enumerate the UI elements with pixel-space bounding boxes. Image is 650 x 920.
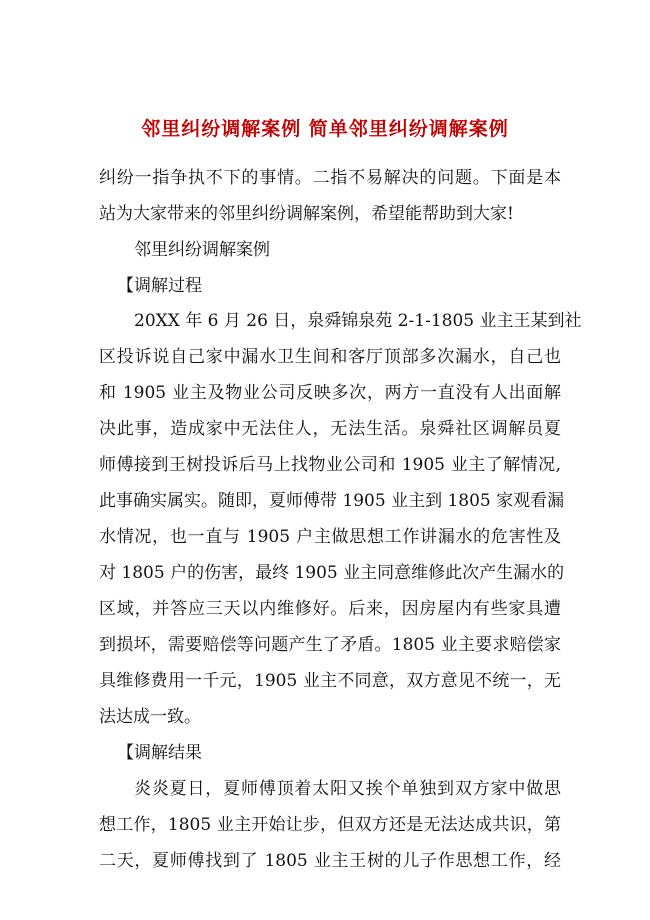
process-line: 到损坏，需要赔偿等问题产生了矛盾。1805 业主要求赔偿家 [99,635,561,655]
process-line: 和 1905 业主及物业公司反映多次，两方一直没有人出面解 [99,383,561,403]
result-line: 二天，夏师傅找到了 1805 业主王树的儿子作思想工作，经 [99,851,561,871]
section-heading-process: 【调解过程 [117,276,202,296]
process-line: 法达成一致。 [99,707,201,727]
process-line: 决此事，造成家中无法住人，无法生活。泉舜社区调解员夏 [99,419,561,439]
process-line: 师傅接到王树投诉后马上找物业公司和 1905 业主了解情况, [99,455,561,475]
result-line: 想工作，1805 业主开始让步，但双方还是无法达成共识，第 [99,815,561,835]
document-title: 邻里纠纷调解案例 简单邻里纠纷调解案例 [141,118,509,140]
process-line: 此事确实属实。随即，夏师傅带 1905 业主到 1805 家观看漏 [99,491,565,511]
process-line: 区投诉说自己家中漏水卫生间和客厅顶部多次漏水，自己也 [99,347,561,367]
process-line: 对 1805 户的伤害，最终 1905 业主同意维修此次产生漏水的 [99,563,565,583]
process-line: 具维修费用一千元，1905 业主不同意，双方意见不统一，无 [99,671,561,691]
section-heading-result: 【调解结果 [117,743,202,763]
process-line: 20XX 年 6 月 26 日，泉舜锦泉苑 2-1-1805 业主王某到社 [134,311,582,331]
process-line: 区域，并答应三天以内维修好。后来，因房屋内有些家具遭 [99,599,561,619]
result-line: 炎炎夏日，夏师傅顶着太阳又挨个单独到双方家中做思 [134,779,561,799]
process-line: 水情况，也一直与 1905 户主做思想工作讲漏水的危害性及 [99,527,561,547]
intro-line: 站为大家带来的邻里纠纷调解案例，希望能帮助到大家! [99,204,514,224]
subtitle: 邻里纠纷调解案例 [134,240,270,260]
intro-line: 纠纷一指争执不下的事情。二指不易解决的问题。下面是本 [99,168,561,188]
